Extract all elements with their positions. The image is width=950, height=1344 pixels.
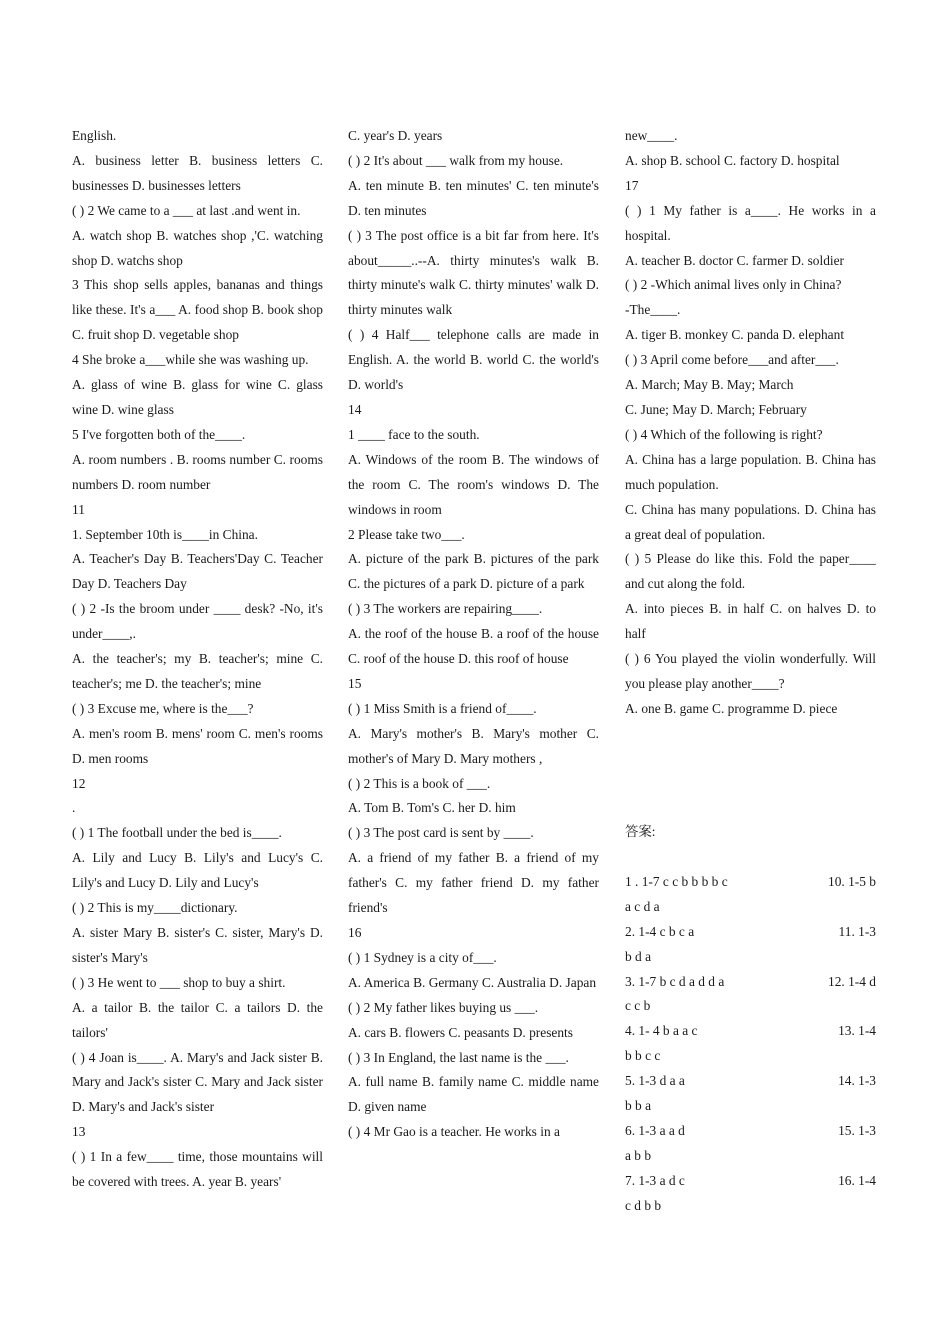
answer-right: 10. 1-5 b xyxy=(828,873,876,889)
answer-cont: a c d a xyxy=(625,898,660,914)
text-line: C. June; May D. March; February xyxy=(625,401,807,417)
text-line: ( ) 3 The workers are repairing____. xyxy=(348,601,543,617)
answer-left: 7. 1-3 a d c xyxy=(625,1172,685,1188)
text-line: A. a tailor B. the tailor C. a tailors D. the tailors' xyxy=(72,999,323,1040)
text-line: 13 xyxy=(72,1124,86,1140)
answer-key xyxy=(625,820,876,1218)
text-line: A. sister Mary B. sister's C. sister, Mary's D. sister's Mary's xyxy=(72,925,323,965)
text-line: new____. xyxy=(625,128,678,143)
text-line: A. into pieces B. in half C. on halves D. to half xyxy=(625,601,876,642)
answer-right: 16. 1-4 xyxy=(838,1172,876,1188)
answer-cont: b b a xyxy=(625,1097,652,1113)
text-line: A. the roof of the house B. a roof of the house C. roof of the house D. this roof of house xyxy=(348,626,599,667)
answer-cont: c c b xyxy=(625,998,651,1014)
text-line: C. China has many populations. D. China has a great deal of population. xyxy=(625,501,876,542)
text-line: A. Mary's mother's B. Mary's mother C. mother's of Mary D. Mary mothers , xyxy=(348,725,599,766)
answer-right: 13. 1-4 xyxy=(838,1023,876,1039)
answer-right: 14. 1-3 xyxy=(838,1073,876,1089)
column-2 xyxy=(348,124,599,1145)
answer-cont: a b b xyxy=(625,1147,652,1163)
answer-left: 2. 1-4 c b c a xyxy=(625,923,695,939)
text-line: A. glass of wine B. glass for wine C. glass wine D. wine glass xyxy=(72,377,323,417)
answer-key-title: 答案: xyxy=(625,824,656,839)
text-line: 2 Please take two___. xyxy=(348,526,465,542)
text-line: ( ) 3 He went to ___ shop to buy a shirt. xyxy=(72,974,286,990)
text-line: A. full name B. family name C. middle name D. given name xyxy=(348,1074,599,1115)
answer-row xyxy=(625,1119,876,1169)
answer-row xyxy=(625,920,876,970)
text-line: -The____. xyxy=(625,302,681,318)
text-line: ( ) 3 The post office is a bit far from here. It's about_____..--A. thirty minutes's walk B. thirty minute's walk C. thirty minutes' walk D. thirty minutes walk xyxy=(348,227,599,318)
answer-left: 4. 1- 4 b a a c xyxy=(625,1023,698,1039)
text-line: A. the teacher's; my B. teacher's; mine C. teacher's; me D. the teacher's; mine xyxy=(72,651,323,691)
text-line: ( ) 2 -Is the broom under ____ desk? -No, it's under____,. xyxy=(72,601,323,642)
answer-left: 6. 1-3 a a d xyxy=(625,1122,685,1138)
text-line: ( ) 2 -Which animal lives only in China? xyxy=(625,277,842,293)
column-3 xyxy=(625,124,876,722)
text-line: 12 xyxy=(72,775,86,791)
text-line: ( ) 3 Excuse me, where is the___? xyxy=(72,700,254,716)
text-line: ( ) 2 My father likes buying us ___. xyxy=(348,999,539,1015)
text-line: 16 xyxy=(348,925,362,940)
text-line: ( ) 2 We came to a ___ at last .and went in. xyxy=(72,202,301,218)
text-line: A. Windows of the room B. The windows of the room C. The room's windows D. The windows in room xyxy=(348,451,599,517)
text-line: ( ) 2 It's about ___ walk from my house. xyxy=(348,152,564,168)
text-line: A. March; May B. May; March xyxy=(625,377,794,393)
text-line: 11 xyxy=(72,501,85,517)
answer-left: 1 . 1-7 c c b b b b c xyxy=(625,873,728,889)
text-line: 3 This shop sells apples, bananas and things like these. It's a___ A. food shop B. book shop C. fruit shop D. vegetable shop xyxy=(72,277,323,343)
answer-cont: b b c c xyxy=(625,1048,661,1064)
text-line: C. year's D. years xyxy=(348,128,443,143)
text-line: A. America B. Germany C. Australia D. Japan xyxy=(348,974,597,990)
text-line: 5 I've forgotten both of the____. xyxy=(72,426,246,442)
text-line: A. tiger B. monkey C. panda D. elephant xyxy=(625,327,845,343)
text-line: . xyxy=(72,800,76,816)
answer-row xyxy=(625,1169,876,1219)
answer-right: 15. 1-3 xyxy=(838,1122,876,1138)
answer-row xyxy=(625,970,876,1020)
text-line: ( ) 5 Please do like this. Fold the paper____ and cut along the fold. xyxy=(625,551,876,592)
text-line: ( ) 3 In England, the last name is the ___. xyxy=(348,1049,569,1065)
text-line: ( ) 2 This is my____dictionary. xyxy=(72,900,238,916)
answer-right: 12. 1-4 d xyxy=(828,973,876,989)
text-line: A. teacher B. doctor C. farmer D. soldier xyxy=(625,252,845,268)
text-line: A. men's room B. mens' room C. men's rooms D. men rooms xyxy=(72,725,323,766)
answer-row xyxy=(625,1019,876,1069)
column-1 xyxy=(72,124,323,1195)
text-line: ( ) 1 My father is a____. He works in a hospital. xyxy=(625,202,876,243)
text-line: A. a friend of my father B. a friend of my father's C. my father friend D. my father friend's xyxy=(348,850,599,916)
text-line: A. cars B. flowers C. peasants D. presents xyxy=(348,1024,573,1040)
answer-row xyxy=(625,870,876,920)
text-line: 4 She broke a___while she was washing up. xyxy=(72,352,309,368)
text-line: 1 ____ face to the south. xyxy=(348,426,480,442)
text-line: ( ) 1 The football under the bed is____. xyxy=(72,825,282,841)
text-line: 1. September 10th is____in China. xyxy=(72,526,258,542)
answer-cont: c d b b xyxy=(625,1197,662,1213)
answer-row xyxy=(625,1069,876,1119)
text-line: ( ) 1 Sydney is a city of___. xyxy=(348,949,497,965)
text-line: ( ) 4 Mr Gao is a teacher. He works in a xyxy=(348,1124,560,1140)
text-line: A. Teacher's Day B. Teachers'Day C. Teacher Day D. Teachers Day xyxy=(72,551,323,592)
text-line: English. xyxy=(72,128,117,143)
text-line: ( ) 4 Joan is____. A. Mary's and Jack sister B. Mary and Jack's sister C. Mary and Jack sister D. Mary's and Jack's sister xyxy=(72,1049,323,1115)
text-line: A. Lily and Lucy B. Lily's and Lucy's C. Lily's and Lucy D. Lily and Lucy's xyxy=(72,850,323,891)
text-line: ( ) 4 Half___ telephone calls are made in English. A. the world B. world C. the world's D. world's xyxy=(348,327,599,393)
answer-left: 3. 1-7 b c d a d d a xyxy=(625,973,725,989)
text-line: ( ) 1 In a few____ time, those mountains will be covered with trees. A. year B. years' xyxy=(72,1149,323,1190)
answer-left: 5. 1-3 d a a xyxy=(625,1073,685,1089)
text-line: ( ) 2 This is a book of ___. xyxy=(348,775,491,791)
text-line: A. watch shop B. watches shop ,'C. watching shop D. watchs shop xyxy=(72,227,323,268)
answer-cont: b d a xyxy=(625,948,652,964)
text-line: A. shop B. school C. factory D. hospital xyxy=(625,152,840,168)
text-line: ( ) 1 Miss Smith is a friend of____. xyxy=(348,700,537,716)
text-line: ( ) 3 April come before___and after___. xyxy=(625,352,839,368)
text-line: A. Tom B. Tom's C. her D. him xyxy=(348,800,516,816)
text-line: A. business letter B. business letters C. businesses D. businesses letters xyxy=(72,152,323,193)
text-line: ( ) 6 You played the violin wonderfully. Will you please play another____? xyxy=(625,651,876,691)
text-line: 15 xyxy=(348,675,362,691)
answer-right: 11. 1-3 xyxy=(838,923,876,939)
text-line: A. room numbers . B. rooms number C. rooms numbers D. room number xyxy=(72,451,323,492)
text-line: 17 xyxy=(625,177,639,193)
text-line: A. China has a large population. B. China has much population. xyxy=(625,451,876,492)
text-line: 14 xyxy=(348,401,362,417)
text-line: A. ten minute B. ten minutes' C. ten minute's D. ten minutes xyxy=(348,177,599,218)
text-line: ( ) 3 The post card is sent by ____. xyxy=(348,825,534,841)
text-line: ( ) 4 Which of the following is right? xyxy=(625,426,823,442)
answer-rows xyxy=(625,870,876,1219)
text-line: A. picture of the park B. pictures of the park C. the pictures of a park D. picture of a park xyxy=(348,551,599,592)
text-line: A. one B. game C. programme D. piece xyxy=(625,700,838,716)
